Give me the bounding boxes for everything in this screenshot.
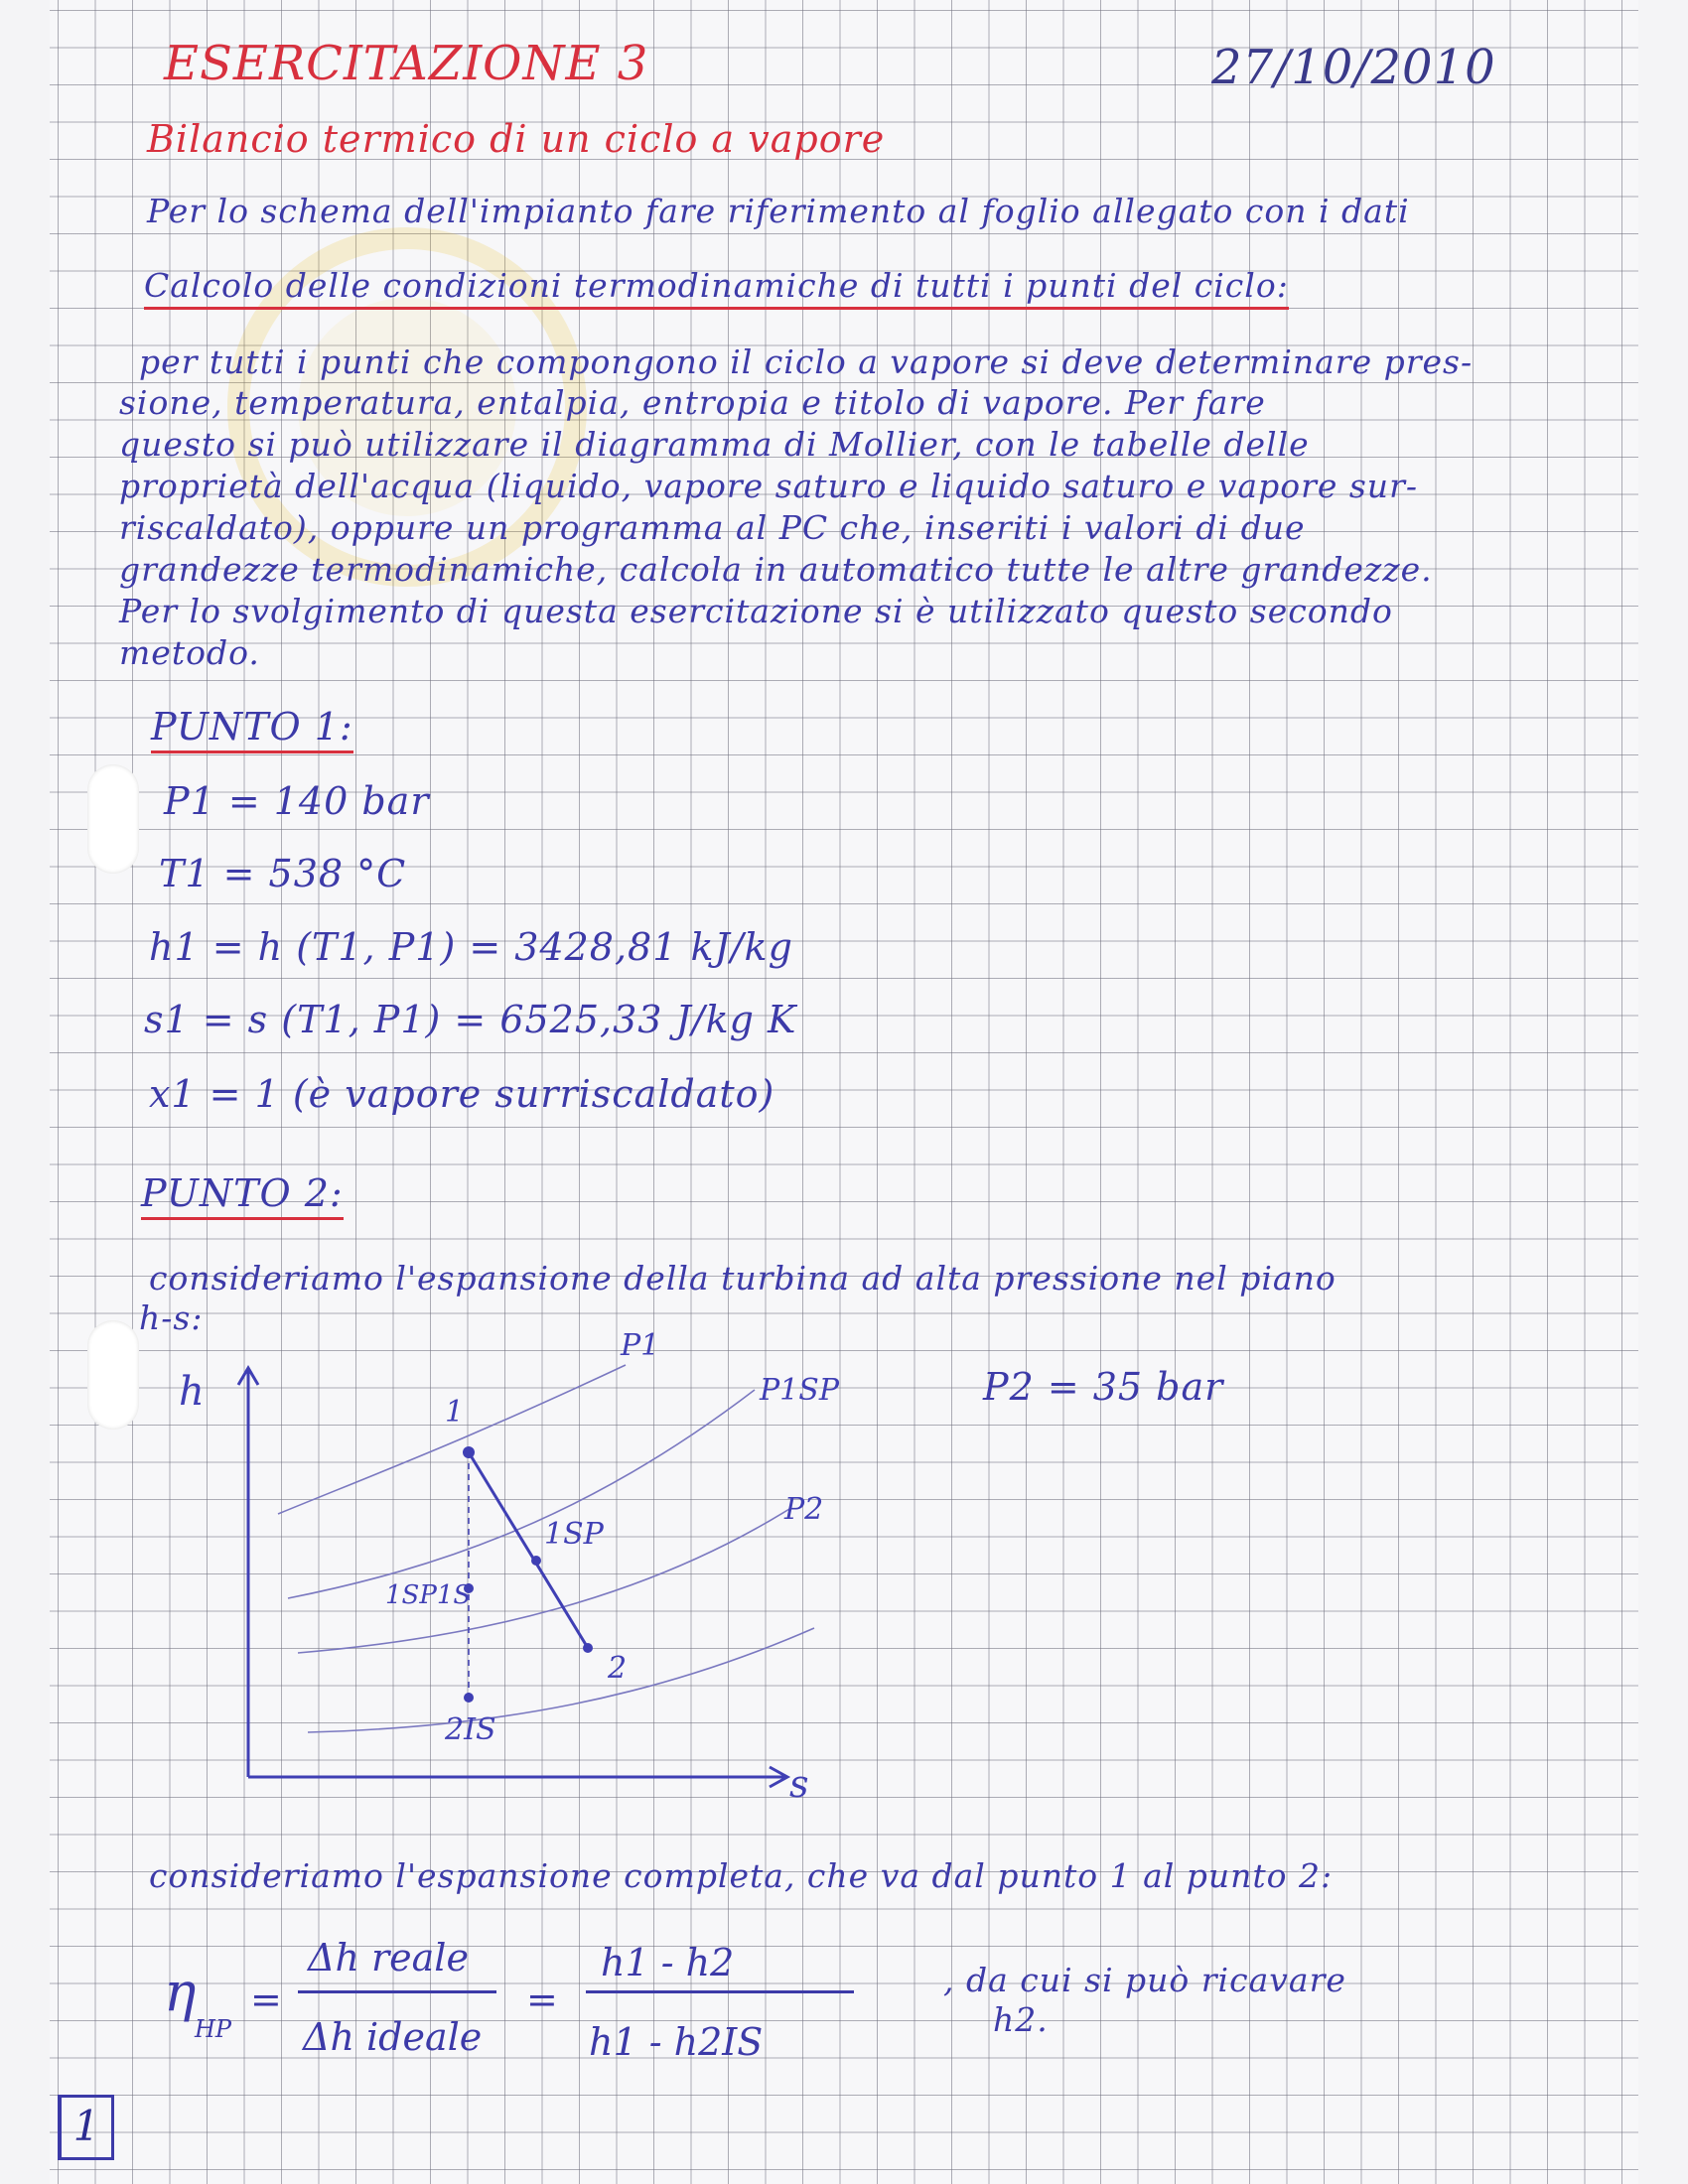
point-label-2: 2 bbox=[608, 1651, 628, 1686]
date: 27/10/2010 bbox=[1211, 40, 1496, 95]
page-title: ESERCITAZIONE 3 bbox=[164, 36, 649, 91]
punto2-heading: PUNTO 2: bbox=[141, 1171, 344, 1220]
intro-line: Per lo schema dell'impianto fare riferimento al foglio allegato con i dati bbox=[147, 192, 1410, 230]
formula-tail: , da cui si può ricavare bbox=[943, 1961, 1346, 1999]
isobar-label-p1: P1 bbox=[621, 1328, 660, 1363]
point-label-1sp: 1SP bbox=[544, 1517, 604, 1552]
punto1-line: P1 = 140 bar bbox=[164, 779, 430, 823]
punto2-text: consideriamo l'espansione della turbina ad alta pressione nel piano bbox=[149, 1259, 1336, 1297]
fraction-numerator: h1 - h2 bbox=[601, 1941, 735, 1984]
punto1-heading: PUNTO 1: bbox=[151, 705, 353, 753]
eta-subscript: HP bbox=[195, 2015, 232, 2043]
fraction-bar bbox=[586, 1990, 854, 1993]
paragraph-line: proprietà dell'acqua (liquido, vapore saturo e liquido saturo e vapore sur- bbox=[119, 467, 1418, 505]
subtitle: Bilancio termico di un ciclo a vapore bbox=[147, 117, 886, 161]
paragraph-line: metodo. bbox=[119, 633, 260, 672]
fraction-numerator: Δh reale bbox=[308, 1936, 469, 1979]
equals-sign: = bbox=[526, 1978, 558, 2021]
point-label-2is: 2IS bbox=[445, 1712, 496, 1747]
conclusion-text: consideriamo l'espansione completa, che va dal punto 1 al punto 2: bbox=[149, 1856, 1334, 1895]
punto1-line: x1 = 1 (è vapore surriscaldato) bbox=[149, 1072, 775, 1116]
paragraph-line: sione, temperatura, entalpia, entropia e titolo di vapore. Per fare bbox=[119, 383, 1266, 422]
punto1-line: T1 = 538 °C bbox=[159, 852, 407, 895]
paragraph-line: Per lo svolgimento di questa esercitazione si è utilizzato questo secondo bbox=[119, 592, 1393, 630]
isobar-label-p1sp: P1SP bbox=[760, 1373, 840, 1408]
punto2-pressure: P2 = 35 bar bbox=[983, 1365, 1224, 1409]
punto1-line: s1 = s (T1, P1) = 6525,33 J/kg K bbox=[144, 998, 797, 1041]
isobar-p1 bbox=[278, 1365, 626, 1514]
equals-sign: = bbox=[250, 1978, 282, 2021]
point-2is bbox=[464, 1693, 474, 1703]
fraction-bar bbox=[298, 1990, 496, 1993]
isobar-label-p2: P2 bbox=[784, 1492, 824, 1527]
isobar-p1sp bbox=[288, 1390, 755, 1598]
point-label-1: 1 bbox=[445, 1395, 465, 1430]
point-2 bbox=[583, 1643, 593, 1653]
formula-tail: h2. bbox=[993, 2000, 1049, 2039]
punto1-line: h1 = h (T1, P1) = 3428,81 kJ/kg bbox=[149, 925, 793, 969]
paragraph-line: grandezze termodinamiche, calcola in automatico tutte le altre grandezze. bbox=[119, 550, 1433, 589]
punto2-plane: h-s: bbox=[139, 1298, 204, 1337]
eta-symbol: η bbox=[164, 1961, 197, 2023]
point-label-1sp1s: 1SP1S bbox=[385, 1580, 472, 1610]
fraction-denominator: Δh ideale bbox=[303, 2015, 483, 2059]
section-heading: Calcolo delle condizioni termodinamiche di tutti i punti del ciclo: bbox=[144, 266, 1289, 310]
paragraph-line: per tutti i punti che compongono il ciclo a vapore si deve determinare pres- bbox=[139, 342, 1474, 381]
fraction-denominator: h1 - h2IS bbox=[589, 2020, 764, 2064]
paragraph-line: riscaldato), oppure un programma al PC che, inseriti i valori di due bbox=[119, 508, 1306, 547]
y-axis-label: h bbox=[179, 1369, 205, 1415]
page-number: 1 bbox=[58, 2095, 114, 2160]
paragraph-line: questo si può utilizzare il diagramma di Mollier, con le tabelle delle bbox=[119, 425, 1310, 464]
x-axis-label: s bbox=[789, 1762, 809, 1806]
point-1 bbox=[463, 1446, 475, 1458]
point-1sp bbox=[531, 1556, 541, 1566]
